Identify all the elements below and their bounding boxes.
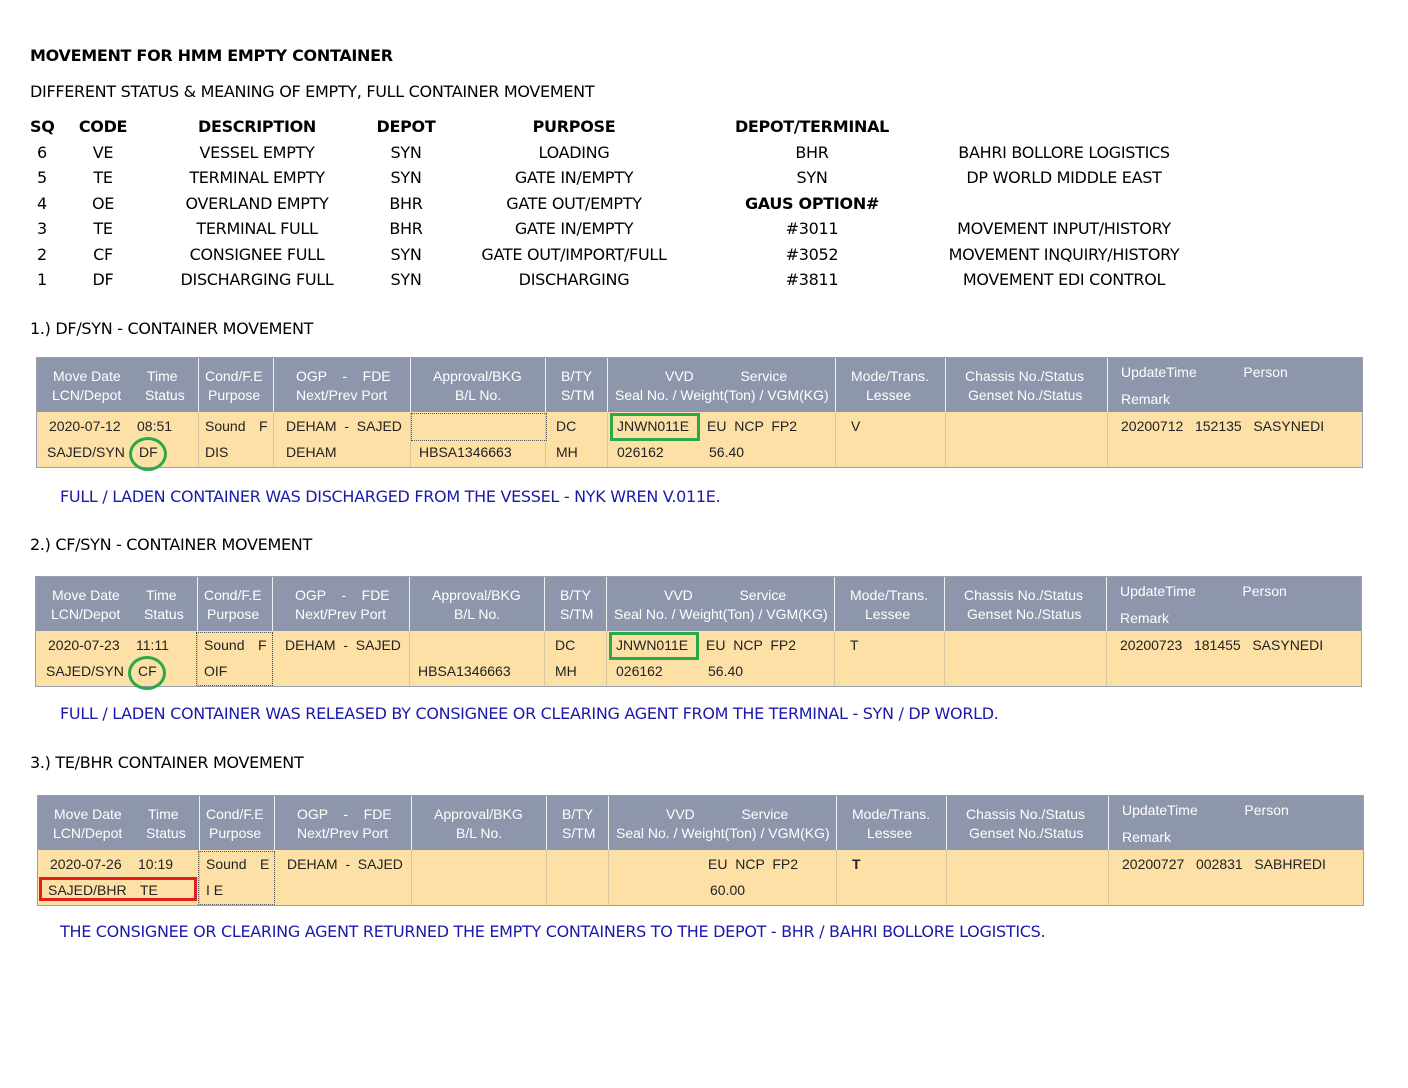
column-divider (545, 358, 546, 412)
section-heading-df: 1.) DF/SYN - CONTAINER MOVEMENT (30, 319, 314, 338)
status-row-sq: 1 (37, 270, 47, 289)
header-chassis: Chassis No./Status (965, 368, 1085, 384)
header-updatetime-person: UpdateTime Person (1121, 364, 1288, 380)
header-approval-bkg: Approval/BKG (434, 806, 523, 822)
status-row-code: OE (91, 194, 115, 213)
header-genset: Genset No./Status (969, 825, 1084, 841)
column-divider (273, 358, 274, 412)
status-row-extra: BAHRI BOLLORE LOGISTICS (958, 143, 1170, 162)
header-seal-weight-vgm: Seal No. / Weight(Ton) / VGM(KG) (615, 387, 829, 403)
ogp-fde-cell: DEHAM - SAJED (286, 418, 402, 434)
status-row-description: CONSIGNEE FULL (189, 245, 325, 264)
status-row-depot-terminal: #3052 (785, 245, 839, 264)
header-bl-no: B/L No. (456, 825, 503, 841)
section-note-te: THE CONSIGNEE OR CLEARING AGENT RETURNED THE EMPTY CONTAINERS TO THE DEPOT - BHR / BAHRI BOLLORE LOGISTICS. (60, 922, 1046, 941)
header-lcn-depot: LCN/Depot (53, 825, 123, 841)
status-row-description: DISCHARGING FULL (180, 270, 334, 289)
vvd-highlight-box (609, 632, 699, 660)
lcn-depot-cell: SAJED/BHR (48, 882, 127, 898)
header-purpose: Purpose (209, 825, 262, 841)
header-stm: S/TM (561, 387, 595, 403)
column-divider (606, 631, 607, 686)
header-vvd-service: VVD Service (665, 368, 788, 384)
section-heading-cf: 2.) CF/SYN - CONTAINER MOVEMENT (30, 535, 312, 554)
column-divider (273, 412, 274, 467)
header-approval-bkg: Approval/BKG (433, 368, 522, 384)
header-ogp-fde: OGP - FDE (297, 806, 392, 822)
move-date-cell: 2020-07-26 (50, 856, 122, 872)
service-cell: EU NCP FP2 (706, 637, 796, 653)
status-cell: CF (138, 663, 157, 679)
status-row-description: VESSEL EMPTY (199, 143, 315, 162)
header-lcn-depot: LCN/Depot (52, 387, 122, 403)
column-divider (836, 850, 837, 905)
status-row-description: OVERLAND EMPTY (185, 194, 329, 213)
status-row-sq: 5 (37, 168, 47, 187)
header-remark: Remark (1122, 829, 1172, 845)
header-bl-no: B/L No. (454, 606, 501, 622)
fe-cell: F (258, 637, 267, 653)
time-cell: 11:11 (136, 637, 169, 653)
ogp-fde-cell: DEHAM - SAJED (287, 856, 403, 872)
column-divider (946, 850, 947, 905)
column-divider (608, 850, 609, 905)
status-cell: TE (140, 882, 158, 898)
column-divider (546, 796, 547, 850)
header-status: Status (146, 825, 186, 841)
column-divider (198, 412, 199, 467)
column-divider (198, 358, 199, 412)
header-bty: B/TY (562, 806, 594, 822)
weight-cell: 60.00 (710, 882, 746, 898)
status-row-depot-terminal: SYN (796, 168, 828, 187)
vvd-cell: JNWN011E (617, 418, 690, 434)
column-divider (1108, 796, 1109, 850)
weight-cell: 56.40 (709, 444, 745, 460)
status-row-extra: DP WORLD MIDDLE EAST (966, 168, 1162, 187)
bty-cell: DC (555, 637, 576, 653)
header-updatetime-person: UpdateTime Person (1122, 802, 1289, 818)
header-ogp-fde: OGP - FDE (295, 587, 390, 603)
header-depot-terminal: DEPOT/TERMINAL (734, 117, 890, 136)
column-divider (608, 796, 609, 850)
header-next-prev-port: Next/Prev Port (295, 606, 387, 622)
ogp-fde-cell: DEHAM - SAJED (285, 637, 401, 653)
column-divider (945, 358, 946, 412)
stm-cell: MH (556, 444, 578, 460)
header-bty: B/TY (561, 368, 593, 384)
status-row-description: TERMINAL EMPTY (189, 168, 325, 187)
header-purpose: Purpose (207, 606, 260, 622)
status-row-code: DF (92, 270, 114, 289)
column-divider (606, 577, 607, 631)
column-divider (945, 412, 946, 467)
column-divider (836, 796, 837, 850)
move-date-cell: 2020-07-23 (48, 637, 120, 653)
section-note-cf: FULL / LADEN CONTAINER WAS RELEASED BY CONSIGNEE OR CLEARING AGENT FROM THE TERMINAL - SYN / DP WORLD. (60, 704, 999, 723)
status-row-purpose: LOADING (538, 143, 610, 162)
header-mode-trans: Mode/Trans. (852, 806, 931, 822)
header-time: Time (147, 368, 178, 384)
column-divider (1108, 850, 1109, 905)
movement-grid (36, 357, 1363, 468)
lcn-status-highlight-box (39, 877, 197, 901)
column-divider (946, 796, 947, 850)
status-row-depot-terminal: #3011 (785, 219, 839, 238)
status-row-code: CF (93, 245, 113, 264)
column-divider (409, 577, 410, 631)
status-row-extra: MOVEMENT INPUT/HISTORY (957, 219, 1171, 238)
header-sq: SQ (30, 117, 55, 136)
column-divider (1107, 412, 1108, 467)
status-row-depot: SYN (390, 245, 422, 264)
status-row-code: TE (93, 168, 113, 187)
header-cond-fe: Cond/F.E (205, 368, 263, 384)
status-cell: DF (139, 444, 158, 460)
column-divider (834, 631, 835, 686)
grid-row[interactable] (36, 631, 1361, 686)
grid-row[interactable] (38, 850, 1363, 905)
header-time: Time (148, 806, 179, 822)
header-mode-trans: Mode/Trans. (850, 587, 929, 603)
page-subtitle: DIFFERENT STATUS & MEANING OF EMPTY, FULL CONTAINER MOVEMENT (30, 82, 595, 101)
status-row-depot: SYN (390, 143, 422, 162)
header-vvd-service: VVD Service (664, 587, 787, 603)
header-purpose: PURPOSE (532, 117, 616, 136)
column-divider (272, 577, 273, 631)
status-row-sq: 3 (37, 219, 47, 238)
header-lessee: Lessee (865, 606, 911, 622)
header-move-date: Move Date (52, 587, 120, 603)
column-divider (409, 631, 410, 686)
status-row-depot-terminal: BHR (795, 143, 829, 162)
stm-cell: MH (555, 663, 577, 679)
cond-cell: Sound (204, 637, 245, 653)
update-person-cell: 20200727 002831 SABHREDI (1122, 856, 1326, 872)
header-move-date: Move Date (53, 368, 121, 384)
vvd-cell: JNWN011E (616, 637, 689, 653)
status-row-depot: SYN (390, 270, 422, 289)
header-status: Status (144, 606, 184, 622)
header-genset: Genset No./Status (967, 606, 1082, 622)
header-vvd-service: VVD Service (666, 806, 789, 822)
column-divider (944, 577, 945, 631)
header-time: Time (146, 587, 177, 603)
column-divider (544, 631, 545, 686)
time-cell: 10:19 (138, 856, 174, 872)
status-row-purpose: GATE OUT/IMPORT/FULL (481, 245, 667, 264)
header-stm: S/TM (560, 606, 594, 622)
header-chassis: Chassis No./Status (966, 806, 1086, 822)
column-divider (197, 577, 198, 631)
header-bty: B/TY (560, 587, 592, 603)
column-divider (944, 631, 945, 686)
column-divider (546, 850, 547, 905)
header-bl-no: B/L No. (455, 387, 502, 403)
status-row-sq: 2 (37, 245, 47, 264)
movement-grid (37, 795, 1364, 906)
vvd-highlight-box (610, 413, 700, 441)
grid-header (37, 358, 1362, 412)
header-cond-fe: Cond/F.E (204, 587, 262, 603)
service-cell: EU NCP FP2 (708, 856, 798, 872)
mode-trans-cell: T (850, 637, 859, 653)
column-divider (274, 796, 275, 850)
header-seal-weight-vgm: Seal No. / Weight(Ton) / VGM(KG) (614, 606, 828, 622)
header-cond-fe: Cond/F.E (206, 806, 264, 822)
status-row-depot: BHR (389, 194, 423, 213)
fe-cell: E (260, 856, 270, 872)
bty-cell: DC (556, 418, 577, 434)
movement-grid (35, 576, 1362, 687)
cond-cell: Sound (206, 856, 247, 872)
column-divider (607, 358, 608, 412)
status-row-purpose: GATE IN/EMPTY (514, 168, 634, 187)
weight-cell: 56.40 (708, 663, 744, 679)
header-lcn-depot: LCN/Depot (51, 606, 121, 622)
column-divider (1106, 631, 1107, 686)
service-cell: EU NCP FP2 (707, 418, 797, 434)
header-updatetime-person: UpdateTime Person (1120, 583, 1287, 599)
status-row-sq: 6 (37, 143, 47, 162)
header-purpose: Purpose (208, 387, 261, 403)
cond-cell: Sound (205, 418, 246, 434)
grid-row[interactable] (37, 412, 1362, 467)
status-row-depot: BHR (389, 219, 423, 238)
header-stm: S/TM (562, 825, 596, 841)
status-highlight-circle (129, 437, 167, 471)
header-status: Status (145, 387, 185, 403)
status-row-code: VE (92, 143, 114, 162)
status-row-extra: MOVEMENT EDI CONTROL (962, 270, 1166, 289)
header-seal-weight-vgm: Seal No. / Weight(Ton) / VGM(KG) (616, 825, 830, 841)
header-remark: Remark (1120, 610, 1170, 626)
header-chassis: Chassis No./Status (964, 587, 1084, 603)
status-row-purpose: GATE OUT/EMPTY (506, 194, 642, 213)
column-divider (411, 796, 412, 850)
header-description: DESCRIPTION (197, 117, 317, 136)
focus-outline (198, 851, 275, 905)
status-row-depot-terminal: GAUS OPTION# (744, 194, 880, 213)
update-person-cell: 20200723 181455 SASYNEDI (1120, 637, 1324, 653)
header-approval-bkg: Approval/BKG (432, 587, 521, 603)
focus-outline (411, 413, 547, 441)
column-divider (607, 412, 608, 467)
seal-no-cell: 026162 (616, 663, 663, 679)
header-code: CODE (78, 117, 128, 136)
status-row-purpose: GATE IN/EMPTY (514, 219, 634, 238)
section-heading-te: 3.) TE/BHR CONTAINER MOVEMENT (30, 753, 304, 772)
header-mode-trans: Mode/Trans. (851, 368, 930, 384)
lcn-depot-cell: SAJED/SYN (47, 444, 125, 460)
status-row-extra: MOVEMENT INQUIRY/HISTORY (948, 245, 1180, 264)
column-divider (835, 412, 836, 467)
focus-outline (196, 632, 273, 686)
status-highlight-circle (128, 656, 166, 690)
status-row-code: TE (93, 219, 113, 238)
column-divider (1107, 358, 1108, 412)
header-move-date: Move Date (54, 806, 122, 822)
column-divider (410, 358, 411, 412)
header-lessee: Lessee (867, 825, 913, 841)
next-prev-port-cell: DEHAM (286, 444, 337, 460)
status-row-sq: 4 (37, 194, 47, 213)
time-cell: 08:51 (137, 418, 173, 434)
column-divider (411, 850, 412, 905)
bl-no-cell: HBSA1346663 (419, 444, 512, 460)
header-lessee: Lessee (866, 387, 912, 403)
column-divider (199, 796, 200, 850)
column-divider (544, 577, 545, 631)
purpose-cell: I E (206, 882, 224, 898)
section-note-df: FULL / LADEN CONTAINER WAS DISCHARGED FROM THE VESSEL - NYK WREN V.011E. (60, 487, 721, 506)
column-divider (1106, 577, 1107, 631)
seal-no-cell: 026162 (617, 444, 664, 460)
header-genset: Genset No./Status (968, 387, 1083, 403)
status-row-depot: SYN (390, 168, 422, 187)
header-next-prev-port: Next/Prev Port (296, 387, 388, 403)
header-remark: Remark (1121, 391, 1171, 407)
status-row-depot-terminal: #3811 (785, 270, 839, 289)
purpose-cell: DIS (205, 444, 229, 460)
grid-header (36, 577, 1361, 631)
mode-trans-cell: V (851, 418, 861, 434)
column-divider (834, 577, 835, 631)
column-divider (835, 358, 836, 412)
lcn-depot-cell: SAJED/SYN (46, 663, 124, 679)
purpose-cell: OIF (204, 663, 228, 679)
page-title: MOVEMENT FOR HMM EMPTY CONTAINER (30, 46, 393, 65)
update-person-cell: 20200712 152135 SASYNEDI (1121, 418, 1325, 434)
grid-header (38, 796, 1363, 850)
header-ogp-fde: OGP - FDE (296, 368, 391, 384)
mode-trans-cell: T (852, 856, 861, 872)
bl-no-cell: HBSA1346663 (418, 663, 511, 679)
status-row-purpose: DISCHARGING (518, 270, 630, 289)
fe-cell: F (259, 418, 268, 434)
header-depot: DEPOT (376, 117, 436, 136)
header-next-prev-port: Next/Prev Port (297, 825, 389, 841)
status-row-description: TERMINAL FULL (196, 219, 318, 238)
move-date-cell: 2020-07-12 (49, 418, 121, 434)
